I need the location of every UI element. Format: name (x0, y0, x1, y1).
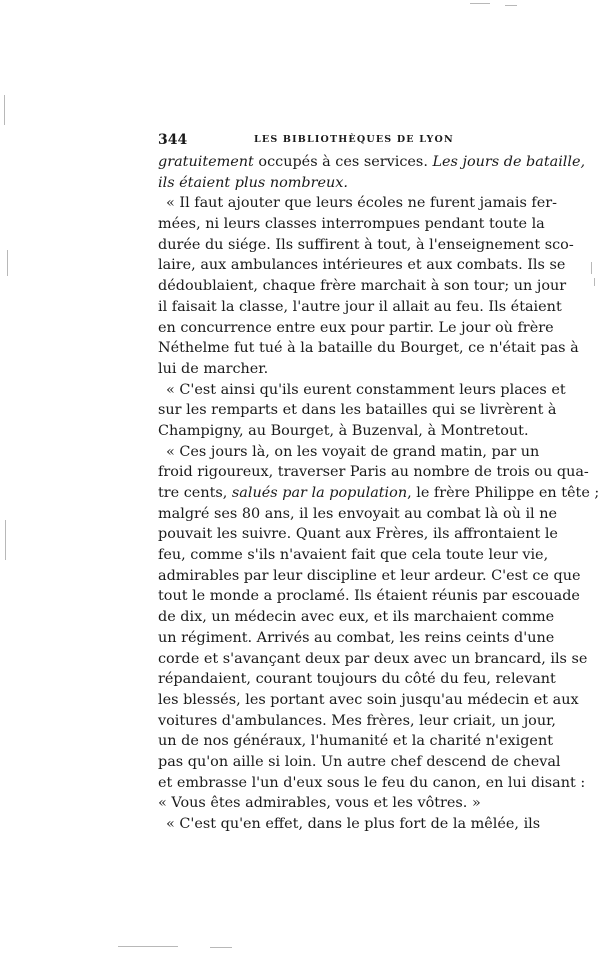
text-line (158, 545, 549, 566)
scan-mark (5, 520, 6, 560)
text-run: sur les remparts et dans les batailles qui se livrèrent à (158, 402, 557, 419)
text-run: répandaient, courant toujours du côté du feu, relevant (158, 671, 556, 688)
text-line (158, 214, 545, 235)
text-line (158, 607, 555, 628)
text-run: pas qu'on aille si loin. Un autre chef descend de cheval (158, 753, 561, 770)
scan-mark (594, 278, 595, 286)
text-line (158, 400, 557, 421)
text-run: , le frère Philippe en tête ; (407, 485, 600, 501)
scan-mark (505, 5, 517, 6)
text-run: pouvait les suivre. Quant aux Frères, ils affrontaient le (158, 526, 558, 543)
text-line (158, 152, 586, 173)
italic-text: ils étaient plus nombreux. (158, 174, 348, 191)
text-line (158, 628, 555, 649)
text-line (158, 255, 566, 276)
text-run: de dix, un médecin avec eux, et ils marchaient comme (158, 609, 555, 626)
text-run: Néthelme fut tué à la bataille du Bourget, ce n'était pas à (158, 340, 579, 357)
text-line (158, 669, 556, 690)
page-number: 344 (158, 132, 188, 148)
text-run: occupés à ces services. (253, 154, 433, 170)
scan-mark (118, 946, 178, 947)
scan-mark (470, 3, 490, 4)
text-line (158, 338, 579, 359)
text-run: lui de marcher. (158, 360, 269, 377)
text-run: Champigny, au Bourget, à Buzenval, à Montretout. (158, 422, 529, 439)
text-line (158, 359, 498, 380)
text-line (158, 793, 498, 814)
scan-mark (210, 947, 232, 948)
text-line (158, 421, 529, 442)
text-line (158, 276, 567, 297)
text-run: feu, comme s'ils n'avaient fait que cela toute leur vie, (158, 547, 549, 564)
text-run: et embrasse l'un d'eux sous le feu du canon, en lui disant : (158, 774, 586, 791)
text-line (158, 483, 600, 504)
text-run: mées, ni leurs classes interrompues pendant toute la (158, 216, 545, 233)
text-run: il faisait la classe, l'autre jour il allait au feu. Ils étaient (158, 298, 562, 315)
text-line (158, 462, 589, 483)
text-line (158, 235, 574, 256)
text-run: corde et s'avançant deux par deux avec un brancard, ils se (158, 650, 588, 667)
text-run: dédoublaient, chaque frère marchait à son tour; un jour (158, 278, 567, 295)
text-line (158, 711, 556, 732)
text-run: les blessés, les portant avec soin jusqu'au médecin et aux (158, 691, 579, 708)
text-run: tout le monde a proclamé. Ils étaient réunis par escouade (158, 588, 580, 605)
italic-text: salués par la population (231, 485, 408, 501)
text-line (158, 318, 554, 339)
running-title: LES BIBLIOTHÈQUES DE LYON (254, 134, 454, 145)
page-header (158, 132, 498, 152)
text-run: « C'est ainsi qu'ils eurent constamment leurs places et (166, 381, 566, 398)
text-run: un régiment. Arrivés au combat, les reins ceints d'une (158, 629, 555, 646)
text-line (158, 649, 588, 670)
text-line (158, 566, 581, 587)
text-run: en concurrence entre eux pour partir. Le jour où frère (158, 319, 554, 336)
text-line (158, 442, 540, 463)
text-run: laire, aux ambulances intérieures et aux combats. Ils se (158, 257, 566, 274)
text-line (158, 193, 557, 214)
italic-text: Les jours de bataille, (432, 154, 586, 170)
scan-mark (7, 250, 8, 276)
text-line (158, 690, 579, 711)
text-line (158, 752, 561, 773)
italic-text: gratuitement (158, 154, 254, 170)
text-run: « Il faut ajouter que leurs écoles ne furent jamais fer- (166, 195, 557, 212)
text-run: admirables par leur discipline et leur ardeur. C'est ce que (158, 567, 581, 584)
text-line (158, 773, 586, 794)
text-run: froid rigoureux, traverser Paris au nombre de trois ou qua- (158, 464, 589, 481)
text-run: durée du siége. Ils suffirent à tout, à l'enseignement sco- (158, 236, 574, 253)
scan-mark (4, 95, 5, 125)
text-run: malgré ses 80 ans, il les envoyait au combat là où il ne (158, 505, 558, 522)
text-line (158, 814, 541, 835)
text-run: un de nos généraux, l'humanité et la charité n'exigent (158, 733, 554, 750)
text-line (158, 586, 580, 607)
text-line (158, 504, 558, 525)
text-line (158, 380, 566, 401)
text-run: tre cents, (158, 485, 232, 501)
text-run: « Ces jours là, on les voyait de grand matin, par un (166, 443, 540, 460)
scan-mark (591, 262, 592, 274)
text-line (158, 524, 558, 545)
text-run: voitures d'ambulances. Mes frères, leur criait, un jour, (158, 712, 556, 729)
body-text (158, 152, 600, 835)
text-line (158, 173, 498, 194)
text-line (158, 297, 562, 318)
text-run: « C'est qu'en effet, dans le plus fort de la mêlée, ils (166, 816, 541, 832)
text-run: « Vous êtes admirables, vous et les vôtres. » (158, 795, 481, 812)
text-line (158, 731, 554, 752)
